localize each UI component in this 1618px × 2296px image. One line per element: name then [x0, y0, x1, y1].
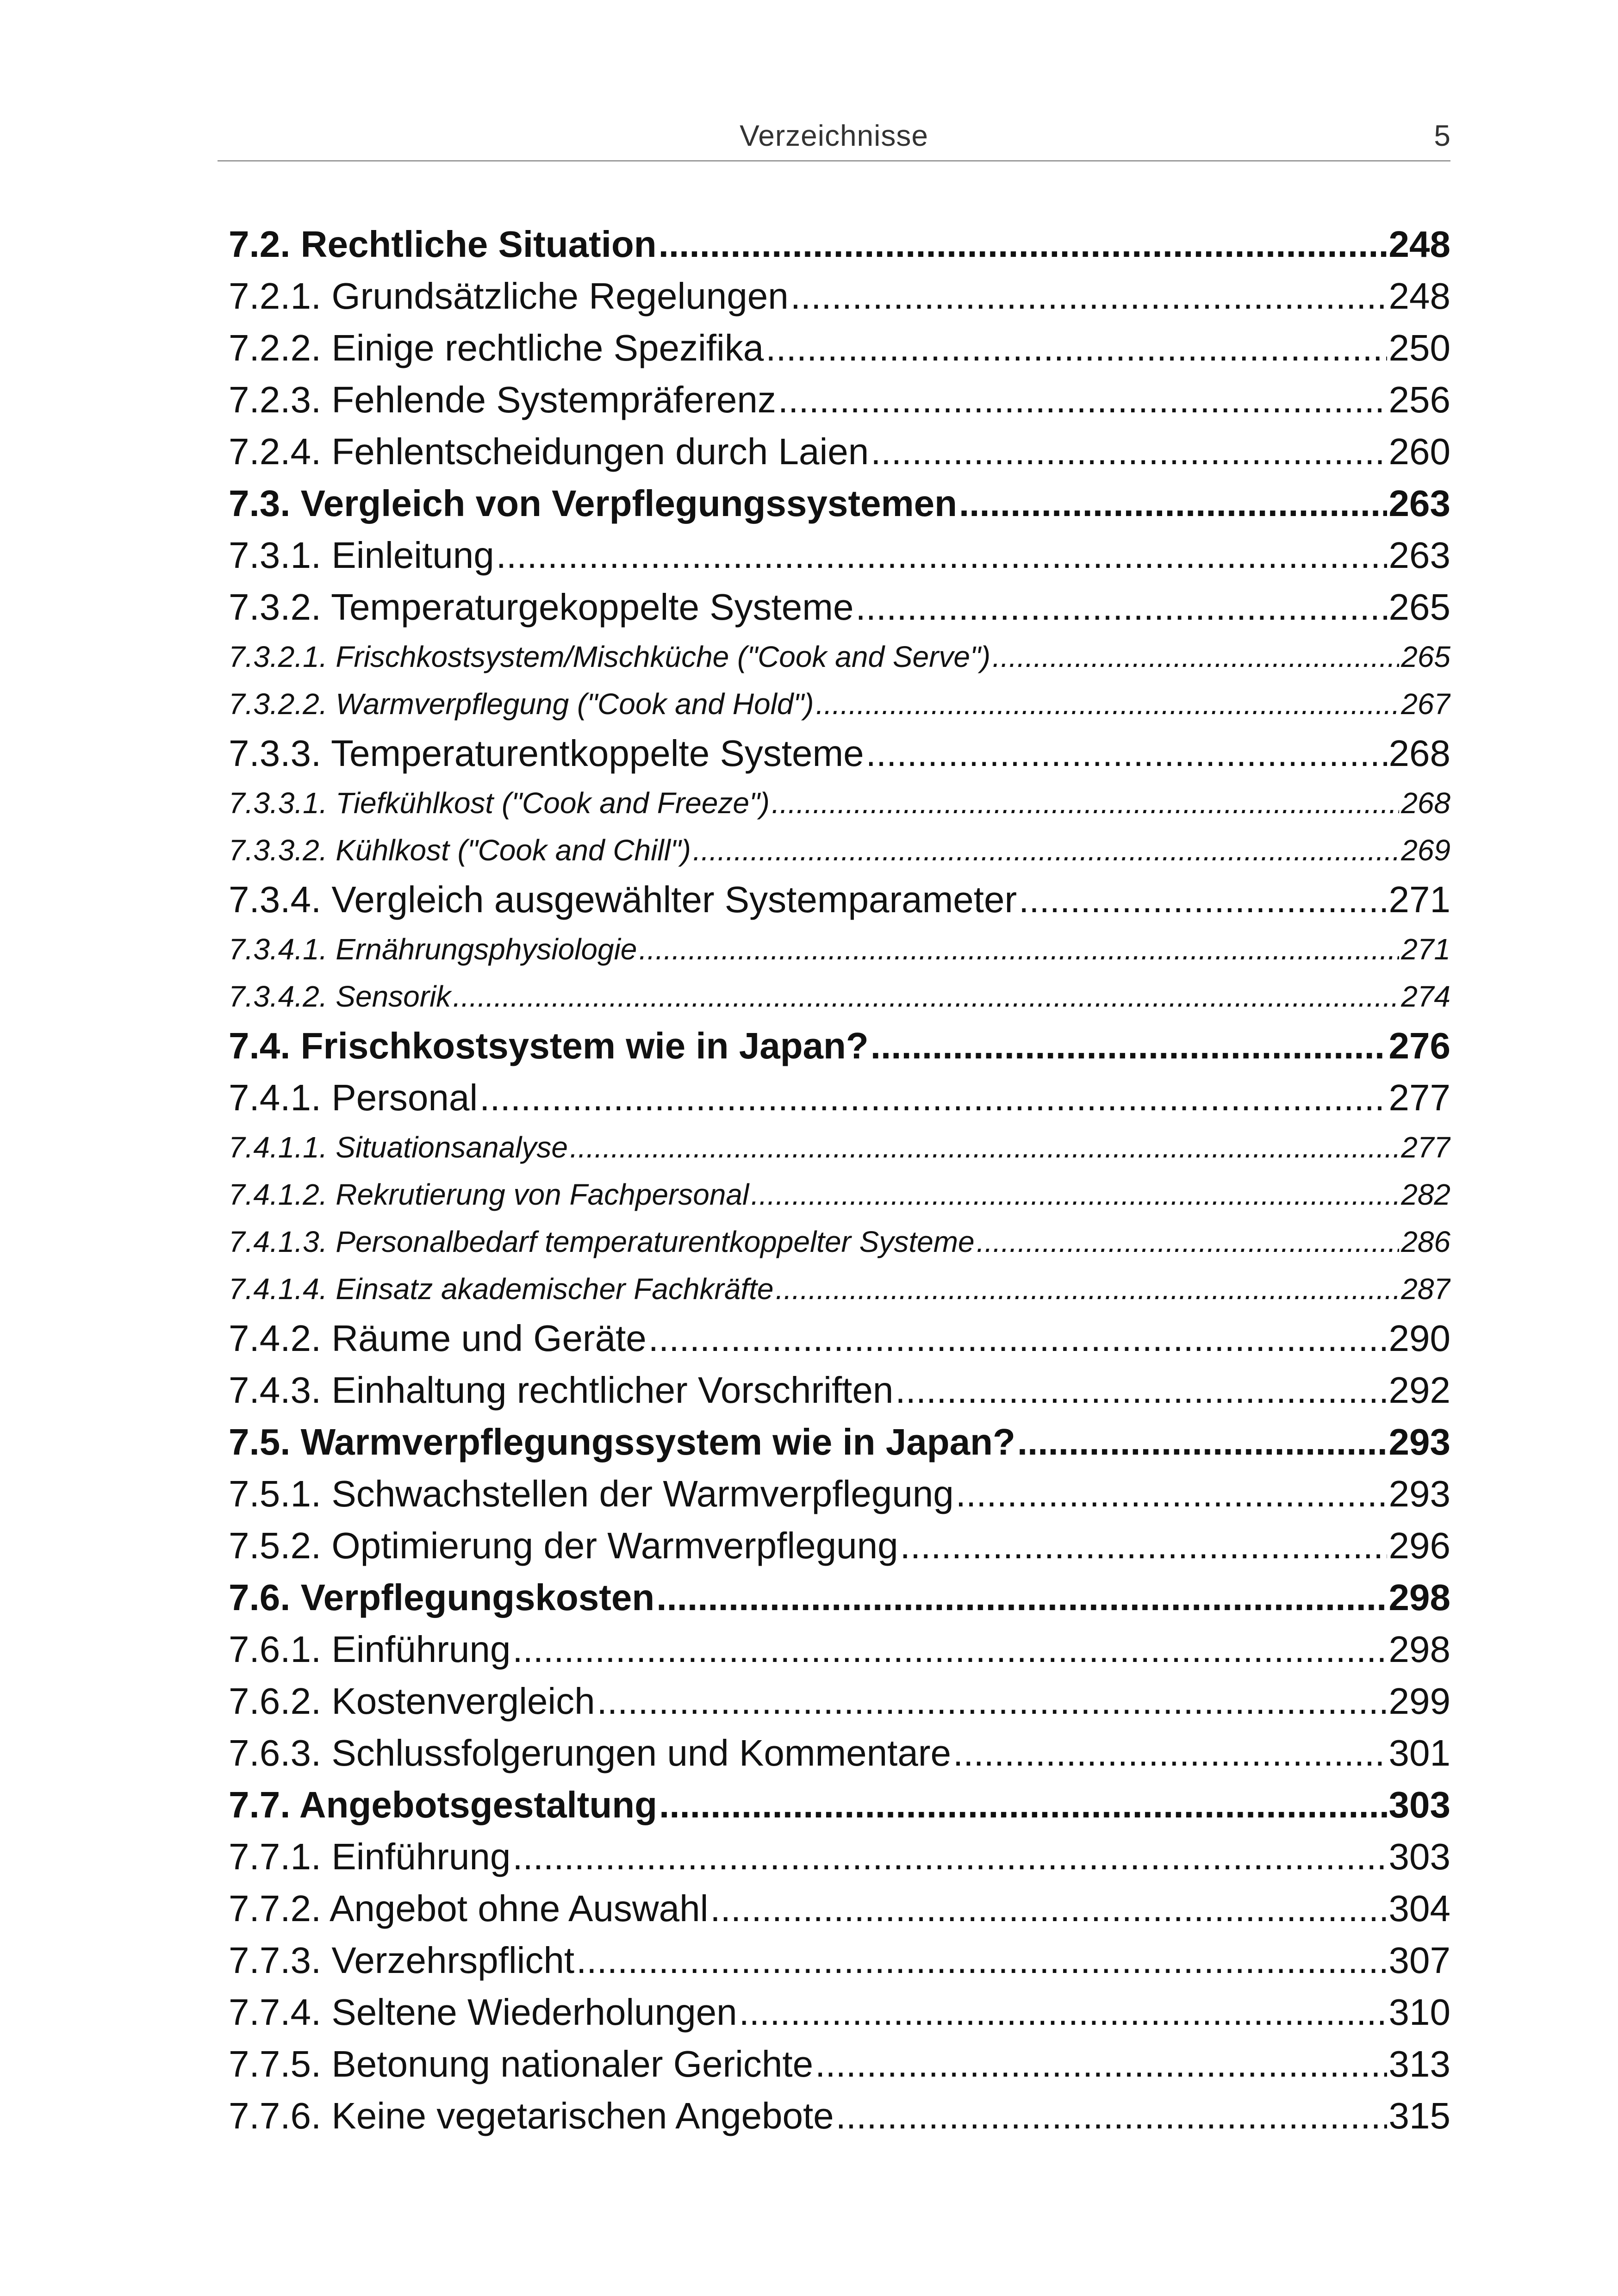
toc-entry-number: 7.4.1.3. [229, 1225, 328, 1258]
toc-entry-number: 7.3.3. [229, 733, 322, 774]
toc-entry-label: Vergleich von Verpflegungssystemen [300, 483, 957, 524]
toc-entry-number: 7.4.3. [229, 1369, 322, 1411]
toc-entry-title [229, 1218, 975, 1265]
toc-entry [229, 1883, 1450, 1935]
toc-entry-page: 298 [1388, 1577, 1450, 1618]
toc-entry-label: Vergleich ausgewählter Systemparameter [331, 879, 1017, 920]
toc-entry [229, 1364, 1450, 1416]
toc-entry [229, 1935, 1450, 1986]
toc-entry [229, 1468, 1450, 1520]
toc-entry-title [229, 218, 657, 270]
toc-entry-page: 265 [1401, 640, 1450, 673]
toc-entry-label: Einsatz akademischer Fachkräfte [336, 1272, 774, 1306]
toc-entry-number: 7.7.1. [229, 1836, 322, 1877]
toc-entry [229, 1624, 1450, 1675]
dot-leader [739, 1986, 1387, 2038]
toc-entry-label: Seltene Wiederholungen [331, 1991, 737, 2033]
toc-entry-page: 263 [1388, 535, 1450, 576]
toc-entry-page: 290 [1388, 1318, 1450, 1359]
toc-entry-label: Verpflegungskosten [300, 1577, 655, 1618]
toc-entry-page: 296 [1388, 1525, 1450, 1566]
toc-entry [229, 926, 1450, 973]
toc-entry-page: 287 [1401, 1272, 1450, 1306]
table-of-contents [229, 218, 1450, 2142]
toc-entry-label: Kostenvergleich [331, 1680, 595, 1722]
dot-leader [496, 529, 1387, 581]
dot-leader [855, 581, 1387, 633]
toc-entry-title [229, 1171, 749, 1218]
dot-leader [977, 1218, 1400, 1265]
toc-entry-number: 7.2.2. [229, 327, 322, 368]
toc-entry [229, 2038, 1450, 2090]
toc-entry-label: Angebotsgestaltung [299, 1784, 658, 1825]
toc-entry-page: 299 [1388, 1680, 1450, 1722]
toc-entry-title [229, 1831, 510, 1883]
toc-entry [229, 827, 1450, 874]
toc-entry-number: 7.6. [229, 1577, 291, 1618]
toc-entry-page: 248 [1388, 224, 1450, 265]
toc-entry-title [229, 1313, 647, 1364]
toc-entry [229, 581, 1450, 633]
toc-entry-number: 7.7.5. [229, 2043, 322, 2084]
toc-entry-number: 7.3.4. [229, 879, 322, 920]
toc-entry [229, 680, 1450, 728]
toc-entry-title [229, 1072, 478, 1124]
toc-entry-page: 268 [1388, 733, 1450, 774]
header-divider [218, 160, 1450, 162]
dot-leader [656, 1572, 1387, 1624]
toc-entry-label: Grundsätzliche Regelungen [331, 275, 789, 317]
toc-entry-title [229, 633, 990, 680]
dot-leader [772, 779, 1399, 827]
toc-entry-number: 7.4.1.4. [229, 1272, 328, 1306]
toc-entry-title [229, 680, 814, 728]
toc-entry-page: 310 [1388, 1991, 1450, 2033]
toc-entry [229, 1520, 1450, 1572]
dot-leader [765, 322, 1387, 374]
toc-entry-label: Temperaturentkoppelte Systeme [330, 733, 864, 774]
toc-entry-number: 7.2.4. [229, 431, 322, 472]
toc-entry-label: Einhaltung rechtlicher Vorschriften [331, 1369, 894, 1411]
toc-entry-page: 315 [1388, 2095, 1450, 2136]
toc-entry [229, 1265, 1450, 1313]
toc-entry-label: Einführung [331, 1629, 511, 1670]
toc-entry-title [229, 1727, 951, 1779]
toc-entry-title [229, 270, 789, 322]
toc-entry-page: 269 [1401, 834, 1450, 867]
toc-entry [229, 633, 1450, 680]
toc-entry [229, 1675, 1450, 1727]
dot-leader [710, 1883, 1387, 1935]
toc-entry-title [229, 874, 1017, 926]
toc-entry-label: Situationsanalyse [336, 1131, 568, 1164]
dot-leader [836, 2090, 1387, 2142]
dot-leader [871, 1020, 1387, 1072]
dot-leader [1019, 874, 1387, 926]
dot-leader [956, 1468, 1387, 1520]
dot-leader [576, 1935, 1387, 1986]
toc-entry-page: 307 [1388, 1940, 1450, 1981]
dot-leader [453, 973, 1399, 1020]
toc-entry-page: 303 [1388, 1836, 1450, 1877]
toc-entry [229, 322, 1450, 374]
toc-entry-title [229, 478, 957, 529]
dot-leader [895, 1364, 1387, 1416]
dot-leader [659, 1779, 1387, 1831]
toc-entry-page: 282 [1401, 1178, 1450, 1211]
dot-leader [815, 680, 1399, 728]
toc-entry-number: 7.5. [229, 1421, 291, 1462]
toc-entry [229, 1727, 1450, 1779]
dot-leader [790, 270, 1387, 322]
toc-entry-number: 7.3.4.1. [229, 933, 328, 966]
toc-entry-label: Kühlkost ("Cook and Chill") [336, 834, 691, 867]
toc-entry-title [229, 2038, 813, 2090]
toc-entry-label: Keine vegetarischen Angebote [331, 2095, 834, 2136]
dot-leader [597, 1675, 1387, 1727]
toc-entry-title [229, 1624, 510, 1675]
toc-entry-page: 265 [1388, 586, 1450, 628]
toc-entry-page: 276 [1388, 1025, 1450, 1066]
toc-entry-number: 7.7.4. [229, 1991, 322, 2033]
toc-entry-number: 7.3.4.2. [229, 980, 328, 1013]
dot-leader [639, 926, 1399, 973]
toc-entry-label: Einführung [331, 1836, 511, 1877]
toc-entry-label: Personalbedarf temperaturentkoppelter Systeme [336, 1225, 975, 1258]
toc-entry-number: 7.7.3. [229, 1940, 322, 1981]
toc-entry-page: 256 [1388, 379, 1450, 420]
toc-entry-title [229, 1883, 708, 1935]
dot-leader [479, 1072, 1387, 1124]
dot-leader [693, 827, 1399, 874]
toc-entry [229, 1986, 1450, 2038]
toc-entry-number: 7.3.2. [229, 586, 322, 628]
dot-leader [900, 1520, 1387, 1572]
toc-entry-number: 7.3.3.1. [229, 786, 328, 820]
toc-entry-number: 7.7. [229, 1784, 291, 1825]
running-header-title: Verzeichnisse [740, 119, 928, 152]
toc-entry-title [229, 426, 869, 478]
toc-entry-number: 7.4.2. [229, 1318, 322, 1359]
toc-entry-label: Betonung nationaler Gerichte [331, 2043, 814, 2084]
toc-entry-page: 292 [1388, 1369, 1450, 1411]
toc-entry-number: 7.4. [229, 1025, 291, 1066]
toc-entry-number: 7.4.1.2. [229, 1178, 328, 1211]
toc-entry [229, 1072, 1450, 1124]
toc-entry-number: 7.2. [229, 224, 291, 265]
toc-entry [229, 374, 1450, 426]
dot-leader [866, 728, 1387, 779]
toc-entry-label: Schwachstellen der Warmverpflegung [331, 1473, 954, 1514]
dot-leader [959, 478, 1387, 529]
toc-entry-label: Temperaturgekoppelte Systeme [330, 586, 854, 628]
toc-entry-label: Verzehrspflicht [331, 1940, 575, 1981]
toc-entry [229, 478, 1450, 529]
dot-leader [1017, 1416, 1387, 1468]
toc-entry-title [229, 1675, 595, 1727]
toc-entry-title [229, 1020, 869, 1072]
toc-entry-page: 260 [1388, 431, 1450, 472]
dot-leader [570, 1124, 1399, 1171]
dot-leader [659, 218, 1387, 270]
toc-entry-title [229, 1935, 574, 1986]
toc-entry-number: 7.4.1. [229, 1077, 322, 1118]
toc-entry-label: Angebot ohne Auswahl [329, 1888, 709, 1929]
toc-entry-label: Optimierung der Warmverpflegung [331, 1525, 898, 1566]
toc-entry-label: Sensorik [336, 980, 451, 1013]
toc-entry-label: Frischkostsystem/Mischküche ("Cook and Serve") [336, 640, 991, 673]
toc-entry-page: 304 [1388, 1888, 1450, 1929]
toc-entry-title [229, 779, 770, 827]
toc-entry-title [229, 1265, 773, 1313]
toc-entry-title [229, 1986, 737, 2038]
toc-entry [229, 1313, 1450, 1364]
toc-entry-number: 7.3.2.2. [229, 687, 328, 721]
toc-entry-label: Rekrutierung von Fachpersonal [336, 1178, 749, 1211]
dot-leader [871, 426, 1387, 478]
toc-entry [229, 1171, 1450, 1218]
toc-entry-number: 7.4.1.1. [229, 1131, 328, 1164]
toc-entry [229, 1218, 1450, 1265]
toc-entry-title [229, 1779, 657, 1831]
toc-entry-page: 277 [1388, 1077, 1450, 1118]
toc-entry [229, 1572, 1450, 1624]
toc-entry-number: 7.6.1. [229, 1629, 322, 1670]
toc-entry-page: 293 [1388, 1421, 1450, 1462]
toc-entry-page: 286 [1401, 1225, 1450, 1258]
toc-entry [229, 728, 1450, 779]
toc-entry-title [229, 1416, 1015, 1468]
toc-entry [229, 2090, 1450, 2142]
toc-entry-page: 301 [1388, 1732, 1450, 1773]
toc-entry-page: 263 [1388, 483, 1450, 524]
toc-entry-page: 293 [1388, 1473, 1450, 1514]
toc-entry-number: 7.7.2. [229, 1888, 322, 1929]
toc-entry-number: 7.6.3. [229, 1732, 322, 1773]
dot-leader [775, 1265, 1399, 1313]
toc-entry-title [229, 529, 494, 581]
toc-entry [229, 529, 1450, 581]
toc-entry-label: Warmverpflegungssystem wie in Japan? [300, 1421, 1015, 1462]
toc-entry-number: 7.5.1. [229, 1473, 322, 1514]
toc-entry [229, 779, 1450, 827]
toc-entry-label: Einleitung [331, 535, 494, 576]
toc-entry [229, 1831, 1450, 1883]
toc-entry-title [229, 1572, 654, 1624]
toc-entry-number: 7.3. [229, 483, 291, 524]
toc-entry-page: 268 [1401, 786, 1450, 820]
dot-leader [648, 1313, 1387, 1364]
toc-entry-page: 303 [1388, 1784, 1450, 1825]
toc-entry [229, 218, 1450, 270]
toc-entry-number: 7.6.2. [229, 1680, 322, 1722]
toc-entry-label: Warmverpflegung ("Cook and Hold") [336, 687, 814, 721]
toc-entry-title [229, 374, 776, 426]
toc-entry-page: 250 [1388, 327, 1450, 368]
toc-entry-title [229, 2090, 834, 2142]
toc-entry-page: 248 [1388, 275, 1450, 317]
toc-entry-label: Räume und Geräte [331, 1318, 647, 1359]
page-header [218, 111, 1450, 162]
dot-leader [778, 374, 1387, 426]
toc-entry [229, 1416, 1450, 1468]
toc-entry-label: Frischkostsystem wie in Japan? [300, 1025, 869, 1066]
toc-entry-label: Ernährungsphysiologie [336, 933, 637, 966]
toc-entry-label: Rechtliche Situation [300, 224, 657, 265]
toc-entry-title [229, 973, 451, 1020]
toc-entry-title [229, 1124, 568, 1171]
toc-entry-number: 7.3.3.2. [229, 834, 328, 867]
toc-entry-number: 7.3.1. [229, 535, 322, 576]
toc-entry-number: 7.2.3. [229, 379, 322, 420]
toc-entry [229, 1124, 1450, 1171]
toc-entry [229, 1779, 1450, 1831]
dot-leader [512, 1831, 1387, 1883]
dot-leader [992, 633, 1399, 680]
toc-entry-title [229, 926, 637, 973]
toc-entry-title [229, 1468, 954, 1520]
toc-entry [229, 1020, 1450, 1072]
toc-entry-number: 7.3.2.1. [229, 640, 328, 673]
toc-entry-page: 313 [1388, 2043, 1450, 2084]
toc-entry-page: 274 [1401, 980, 1450, 1013]
toc-entry [229, 973, 1450, 1020]
page-number: 5 [1434, 119, 1450, 152]
toc-entry-title [229, 1364, 893, 1416]
toc-entry-label: Tiefkühlkost ("Cook and Freeze") [336, 786, 770, 820]
toc-entry-title [229, 827, 691, 874]
toc-entry-label: Schlussfolgerungen und Kommentare [331, 1732, 951, 1773]
toc-entry [229, 426, 1450, 478]
toc-entry-page: 298 [1388, 1629, 1450, 1670]
toc-entry-label: Personal [331, 1077, 478, 1118]
toc-entry-label: Einige rechtliche Spezifika [331, 327, 764, 368]
toc-entry-page: 271 [1401, 933, 1450, 966]
toc-entry-page: 267 [1401, 687, 1450, 721]
toc-entry-title [229, 322, 764, 374]
toc-entry-number: 7.2.1. [229, 275, 322, 317]
toc-entry-label: Fehlende Systempräferenz [331, 379, 776, 420]
toc-entry-number: 7.5.2. [229, 1525, 322, 1566]
dot-leader [512, 1624, 1387, 1675]
dot-leader [751, 1171, 1399, 1218]
toc-entry-page: 277 [1401, 1131, 1450, 1164]
dot-leader [815, 2038, 1387, 2090]
toc-entry-label: Fehlentscheidungen durch Laien [331, 431, 869, 472]
toc-entry-title [229, 581, 853, 633]
toc-entry-title [229, 728, 864, 779]
dot-leader [953, 1727, 1387, 1779]
toc-entry [229, 874, 1450, 926]
toc-entry-page: 271 [1388, 879, 1450, 920]
toc-entry [229, 270, 1450, 322]
toc-entry-number: 7.7.6. [229, 2095, 322, 2136]
toc-entry-title [229, 1520, 898, 1572]
